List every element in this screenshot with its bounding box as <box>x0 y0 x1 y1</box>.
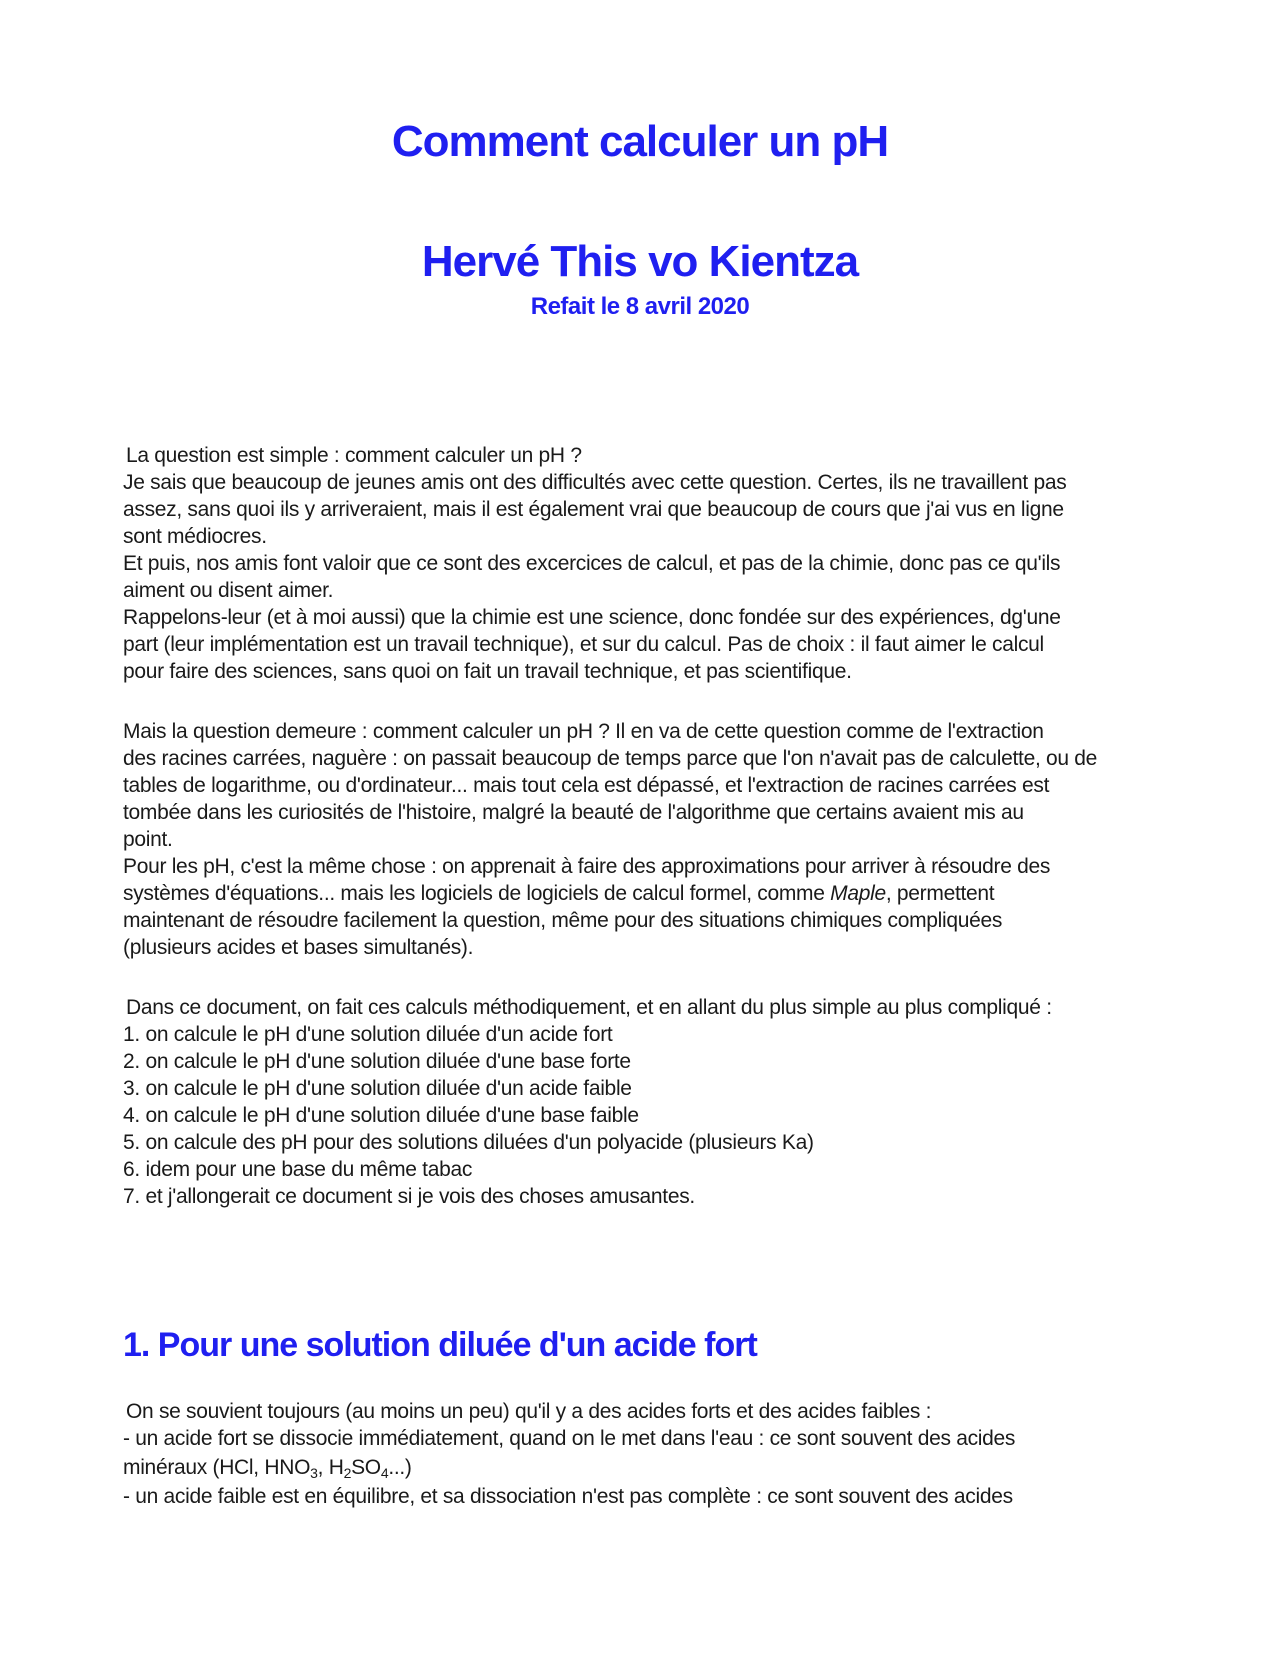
plan-item: 7. et j'allongerait ce document si je vois des choses amusantes. <box>123 1185 695 1208</box>
plan-item: 6. idem pour une base du même tabac <box>123 1158 473 1181</box>
text-line: La question est simple : comment calculer un pH ? <box>126 444 582 467</box>
text-line: sont médiocres. <box>123 525 267 548</box>
plan-item: 2. on calcule le pH d'une solution diluée d'une base forte <box>123 1050 631 1073</box>
text-line: point. <box>123 828 173 851</box>
text-fragment: , H <box>317 1456 344 1479</box>
text-fragment: systèmes d'équations... mais les logiciels de logiciels de calcul formel, comme <box>123 882 831 905</box>
revision-date: Refait le 8 avril 2020 <box>530 293 750 320</box>
text-line: (plusieurs acides et bases simultanés). <box>123 936 474 959</box>
text-line: part (leur implémentation est un travail technique), et sur du calcul. Pas de choix : il faut aimer le calcul <box>123 633 1044 656</box>
text-line: Et puis, nos amis font valoir que ce sont des excercices de calcul, et pas de la chimie, donc pas ce qu'ils <box>123 552 1061 575</box>
text-line: Rappelons-leur (et à moi aussi) que la chimie est une science, donc fondée sur des expériences, dg'une <box>123 606 1061 629</box>
text-line <box>123 880 1183 907</box>
text-fragment: minéraux (HCl, HNO <box>123 1456 311 1479</box>
section-heading: 1. Pour une solution diluée d'un acide fort <box>123 1326 757 1364</box>
text-line: assez, sans quoi ils y arriveraient, mais il est également vrai que beaucoup de cours que j'ai vus en ligne <box>123 498 1064 521</box>
text-line: tables de logarithme, ou d'ordinateur... mais tout cela est dépassé, et l'extraction de racines carrées est <box>123 774 1050 797</box>
section-1-body <box>123 1398 1183 1510</box>
software-name: Maple <box>830 882 886 905</box>
text-fragment: , permettent <box>885 882 995 905</box>
page-title: Comment calculer un pH <box>391 117 889 166</box>
plan-item: 4. on calcule le pH d'une solution diluée d'une base faible <box>123 1104 639 1127</box>
text-fragment: ...) <box>388 1456 412 1479</box>
text-line: Pour les pH, c'est la même chose : on apprenait à faire des approximations pour arriver à résoudre des <box>123 855 1051 878</box>
text-line: Mais la question demeure : comment calculer un pH ? Il en va de cette question comme de l'extraction <box>123 720 1044 743</box>
plan-section <box>123 994 1183 1210</box>
text-line: Je sais que beaucoup de jeunes amis ont des difficultés avec cette question. Certes, ils ne travaillent pas <box>123 471 1067 494</box>
text-line: - un acide fort se dissocie immédiatement, quand on le met dans l'eau : ce sont souvent des acides <box>123 1427 1016 1450</box>
plan-intro: Dans ce document, on fait ces calculs méthodiquement, et en allant du plus simple au plus compliqué : <box>126 996 1052 1019</box>
subscript: 3 <box>310 1465 318 1481</box>
author-name: Hervé This vo Kientza <box>421 237 859 286</box>
text-line: - un acide faible est en équilibre, et sa dissociation n'est pas complète : ce sont souvent des acides <box>123 1485 1013 1508</box>
plan-item: 3. on calcule le pH d'une solution diluée d'un acide faible <box>123 1077 632 1100</box>
subscript: 4 <box>380 1465 389 1481</box>
text-line: On se souvient toujours (au moins un peu) qu'il y a des acides forts et des acides faibles : <box>126 1400 932 1423</box>
intro-paragraph-1 <box>123 442 1183 685</box>
intro-paragraph-2 <box>123 718 1183 961</box>
plan-item: 5. on calcule des pH pour des solutions diluées d'un polyacide (plusieurs Ka) <box>123 1131 814 1154</box>
text-line: maintenant de résoudre facilement la question, même pour des situations chimiques compliquées <box>123 909 1003 932</box>
text-line <box>123 1452 1183 1483</box>
plan-item: 1. on calcule le pH d'une solution diluée d'un acide fort <box>123 1023 613 1046</box>
text-fragment: SO <box>351 1456 381 1479</box>
text-line: pour faire des sciences, sans quoi on fait un travail technique, et pas scientifique. <box>123 660 852 683</box>
text-line: des racines carrées, naguère : on passait beaucoup de temps parce que l'on n'avait pas de calculette, ou de <box>123 747 1098 770</box>
subscript: 2 <box>343 1465 352 1481</box>
text-line: aiment ou disent aimer. <box>123 579 334 602</box>
text-line: tombée dans les curiosités de l'histoire, malgré la beauté de l'algorithme que certains avaient mis au <box>123 801 1024 824</box>
